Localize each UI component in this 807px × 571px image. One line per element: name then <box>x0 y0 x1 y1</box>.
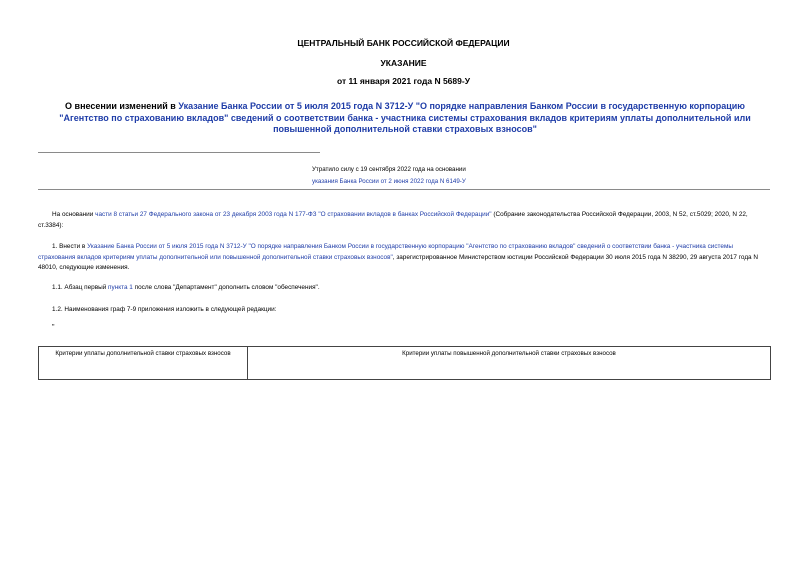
title-prefix: О внесении изменений в <box>65 101 179 111</box>
table-cell-increased-rate: Критерии уплаты повышенной дополнительной ставки страховых взносов <box>248 347 771 380</box>
divider-long <box>38 189 770 190</box>
paragraph-item-1-1 <box>38 283 770 294</box>
title-reference-link[interactable]: Указание Банка России от 5 июля 2015 года N 3712-У "О порядке направления Банком России в государственную корпорацию "Агентство по страхованию вкладов" сведений о соответствии банка - участника системы страхования вкладов критериям уплаты дополнительной или повышенной дополнительной ставки страховых взносов" <box>59 101 751 134</box>
organization-heading: ЦЕНТРАЛЬНЫЙ БАНК РОССИЙСКОЙ ФЕДЕРАЦИИ <box>297 38 510 48</box>
paragraph-item-1-2: 1.2. Наименования граф 7-9 приложения изложить в следующей редакции: <box>52 306 277 313</box>
status-note-link[interactable]: указания Банка России от 2 июня 2022 года N 6149-У <box>312 177 466 185</box>
status-note <box>312 164 466 187</box>
p3-prefix: 1.1. Абзац первый <box>52 284 109 291</box>
criteria-table <box>38 346 771 380</box>
p2-suffix: , зарегистрированное Министерством юстиции Российской Федерации 30 июля 2015 года N 38290, 29 августа 2017 года N 48010, следующие изменения. <box>38 253 759 271</box>
p2-prefix: 1. Внести в <box>52 243 88 250</box>
document-date-number: от 11 января 2021 года N 5689-У <box>337 76 470 86</box>
document-type-heading: УКАЗАНИЕ <box>380 58 427 68</box>
opening-quote: " <box>52 324 55 331</box>
p1-suffix: (Собрание законодательства Российской Федерации, 2003, N 52, ст.5029; 2020, N 22, ст.3384): <box>38 211 748 229</box>
divider-short <box>38 152 320 153</box>
table-cell-additional-rate: Критерии уплаты дополнительной ставки страховых взносов <box>39 347 248 380</box>
paragraph-basis <box>38 210 770 231</box>
p1-law-link[interactable]: части 8 статьи 27 Федерального закона от 23 декабря 2003 года N 177-ФЗ "О страховании вкладов в банках Российской Федерации" <box>95 211 492 218</box>
table-row <box>39 347 771 380</box>
p3-point-link[interactable]: пункта 1 <box>108 284 133 291</box>
p2-reference-link[interactable]: Указание Банка России от 5 июля 2015 года N 3712-У "О порядке направления Банком России в государственную корпорацию "Агентство по страхованию вкладов" сведений о соответствии банка - участника системы страхования вкладов критериям уплаты дополнительной или повышенной дополнительной ставки страховых взносов" <box>38 243 733 261</box>
paragraph-item-1 <box>38 242 770 274</box>
document-title <box>40 101 770 136</box>
status-note-text: Утратило силу с 19 сентября 2022 года на основании <box>312 166 466 173</box>
p3-suffix: после слова "Департамент" дополнить словом "обеспечения". <box>132 284 320 291</box>
p1-prefix: На основании <box>52 211 96 218</box>
